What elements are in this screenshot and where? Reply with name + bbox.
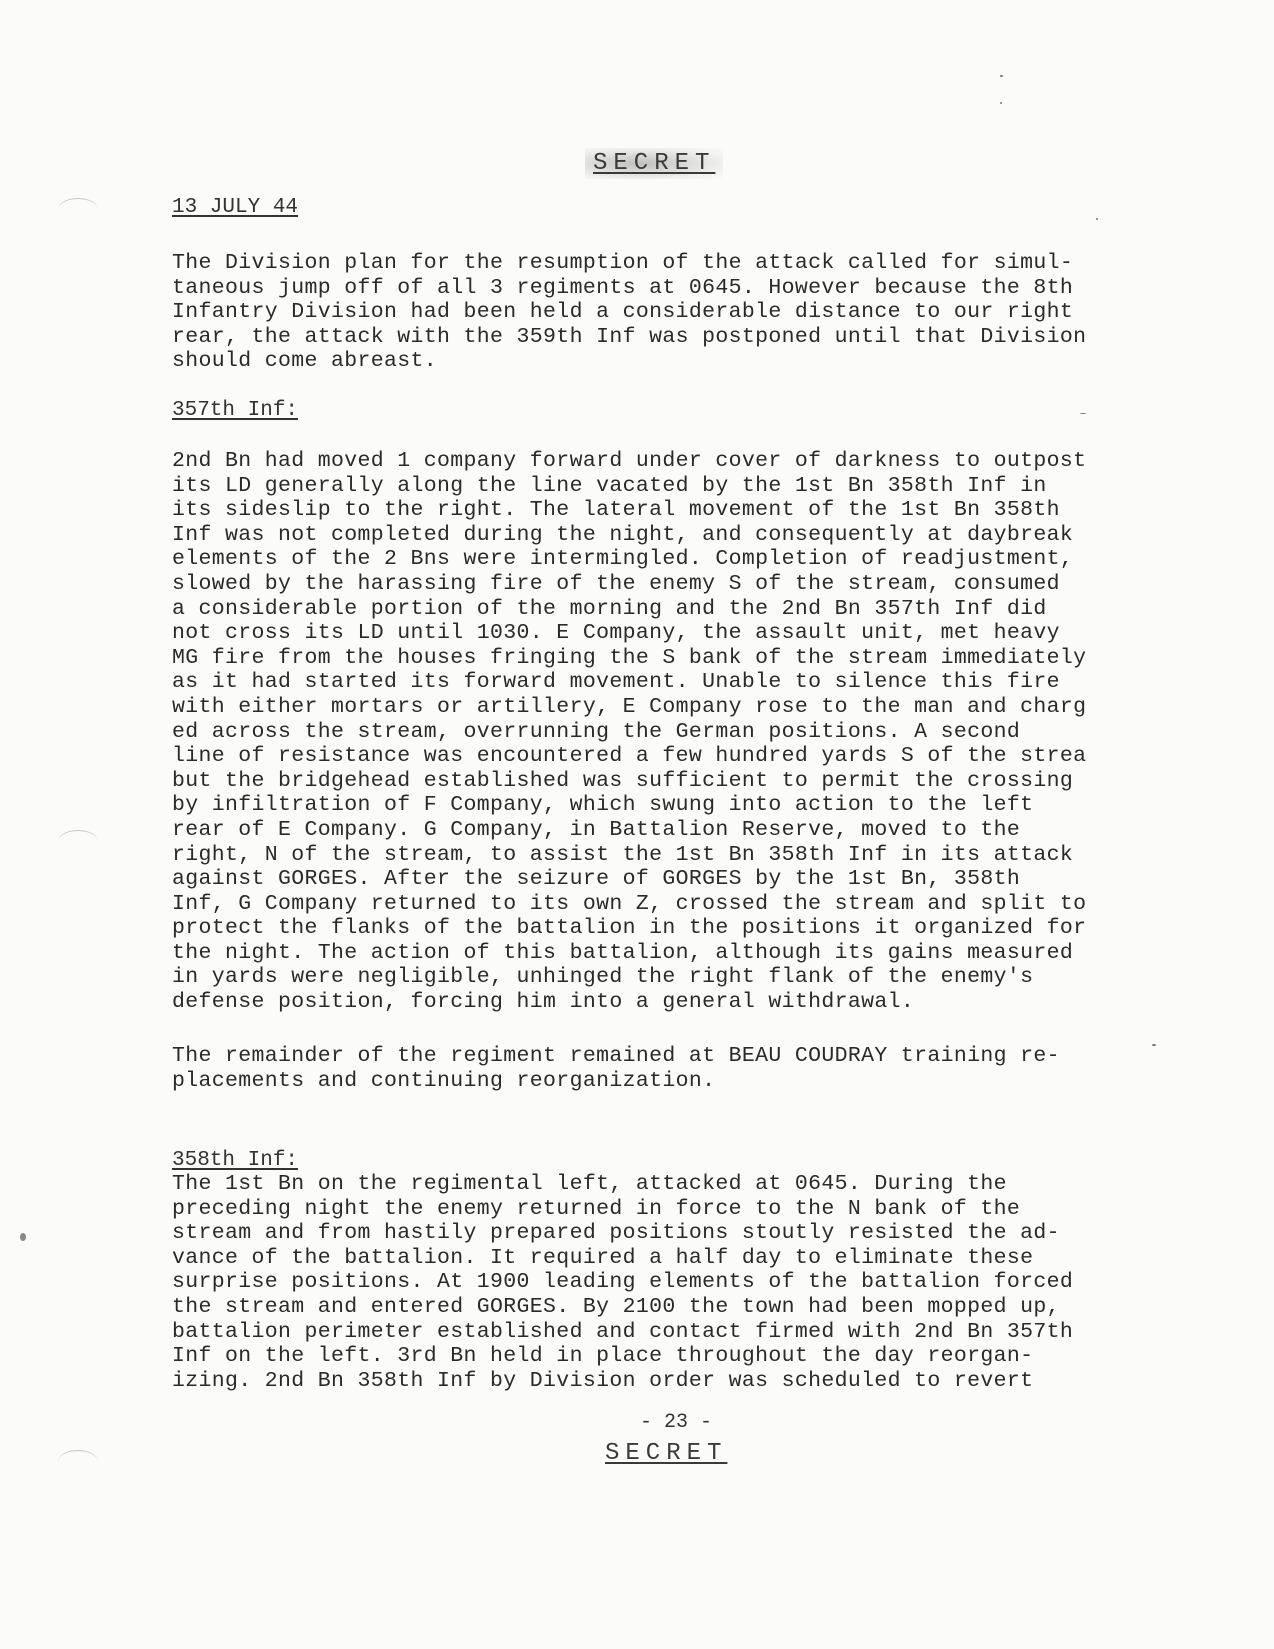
scan-speck xyxy=(1000,75,1003,77)
paragraph-357th-operations: 2nd Bn had moved 1 company forward under cover of darkness to outpost its LD generally along the line vacated by the 1st Bn 358th Inf in its sideslip to the right. The lateral movement of the 1st Bn 358th Inf was not completed during the night, and consequently at daybreak elements of the 2 Bns were intermingled. Completion of readjustment, slowed by the harassing fire of the enemy S of the stream, consumed a considerable portion of the morning and the 2nd Bn 357th Inf did not cross its LD until 1030. E Company, the assault unit, met heavy MG fire from the houses fringing the S bank of the stream immediately as it had started its forward movement. Unable to silence this fire with either mortars or artillery, E Company rose to the man and charg ed across the stream, overrunning the German positions. A second line of resistance was encountered a few hundred yards S of the strea but the bridgehead established was sufficient to permit the crossing by infiltration of F Company, which swung into action to the left rear of E Company. G Company, in Battalion Reserve, moved to the right, N of the stream, to assist the 1st Bn 358th Inf in its attack against GORGES. After the seizure of GORGES by the 1st Bn, 358th Inf, G Company returned to its own Z, crossed the stream and split to protect the flanks of the battalion in the positions it organized for the night. The action of this battalion, although its gains measured in yards were negligible, unhinged the right flank of the enemy's defense position, forcing him into a general withdrawal. xyxy=(172,449,1087,1015)
section-heading-358th: 358th Inf: xyxy=(172,1149,299,1172)
paragraph-357th-remainder: The remainder of the regiment remained at BEAU COUDRAY training re- placements and continuing reorganization. xyxy=(172,1044,1060,1093)
scan-speck xyxy=(1096,218,1098,220)
classification-top: SECRET xyxy=(585,148,723,179)
scan-speck xyxy=(20,1233,26,1241)
section-heading-357th: 357th Inf: xyxy=(172,399,299,422)
punch-hole-mark xyxy=(58,830,98,853)
page-number: - 23 - xyxy=(640,1411,713,1434)
intro-paragraph: The Division plan for the resumption of the attack called for simul- taneous jump off of all 3 regiments at 0645. However because the 8th Infantry Division had been held a considerable distance to our right rear, the attack with the 359th Inf was postponed until that Division should come abreast. xyxy=(172,251,1087,374)
classification-bottom: SECRET xyxy=(605,1440,728,1467)
punch-hole-mark xyxy=(58,1450,98,1473)
paragraph-358th-operations: The 1st Bn on the regimental left, attacked at 0645. During the preceding night the enemy returned in force to the N bank of the stream and from hastily prepared positions stoutly resisted the ad- vance of the battalion. It required a half day to eliminate these surprise positions. At 1900 leading elements of the battalion forced the stream and entered GORGES. By 2100 the town had been mopped up, battalion perimeter established and contact firmed with 2nd Bn 357th Inf on the left. 3rd Bn held in place throughout the day reorgan- izing. 2nd Bn 358th Inf by Division order was scheduled to revert xyxy=(172,1172,1074,1393)
scan-speck xyxy=(1080,413,1086,414)
scan-speck xyxy=(1000,102,1002,104)
punch-hole-mark xyxy=(58,198,98,221)
date-heading: 13 JULY 44 xyxy=(172,196,299,219)
